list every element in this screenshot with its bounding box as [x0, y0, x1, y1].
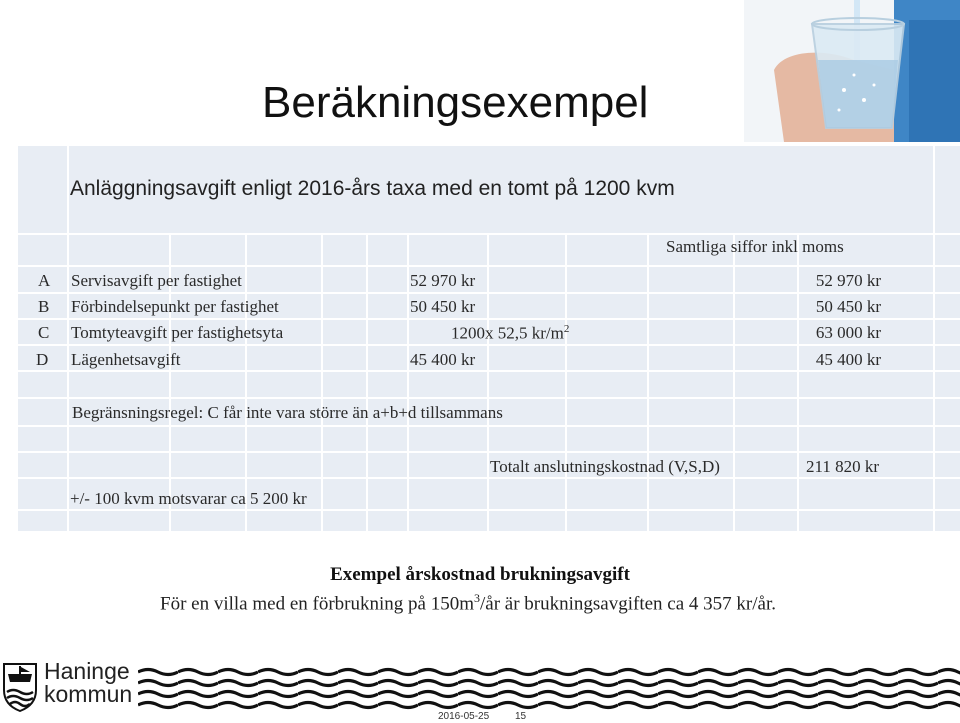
row-label: Tomtyteavgift per fastighetsyta: [71, 323, 284, 342]
limit-rule: Begränsningsregel: C får inte vara större än a+b+d tillsammans: [72, 403, 503, 422]
row-total: 63 000 kr: [815, 323, 881, 342]
municipality-crest-icon: [2, 660, 38, 712]
wave-decoration: [138, 666, 960, 710]
area-adjustment-note: +/- 100 kvm motsvarar ca 5 200 kr: [70, 489, 307, 508]
usage-heading: Exempel årskostnad brukningsavgift: [330, 564, 630, 585]
row-letter: B: [38, 297, 50, 316]
municipality-name: Haninge kommun: [44, 658, 133, 707]
footer-date: 2016-05-25: [438, 711, 490, 722]
row-letter: C: [38, 323, 50, 342]
usage-text: För en villa med en förbrukning på $150m^3/år$ är brukningsavgiften ca 4 357 kr/år.: [160, 591, 776, 615]
table-subtitle: Anläggningsavgift enligt 2016-års taxa med en tomt på 1200 kvm: [70, 177, 675, 200]
total-value: 211 820 kr: [806, 457, 880, 476]
row-label: Förbindelsepunkt per fastighet: [71, 297, 279, 316]
page-number: 15: [515, 711, 527, 722]
row-calc: 50 450 kr: [410, 297, 476, 316]
row-total: 52 970 kr: [815, 271, 881, 290]
vat-note: Samtliga siffor inkl moms: [666, 237, 844, 256]
row-calc: 45 400 kr: [410, 350, 476, 369]
slide-title: Beräkningsexempel: [262, 78, 649, 127]
row-label: Lägenhetsavgift: [71, 350, 181, 369]
row-calc: 52 970 kr: [410, 271, 476, 290]
row-total: 45 400 kr: [815, 350, 881, 369]
row-letter: A: [38, 271, 51, 290]
total-label: Totalt anslutningskostnad (V,S,D): [490, 457, 720, 476]
row-label: Servisavgift per fastighet: [71, 271, 242, 290]
row-calc: 1200x 52,5 $kr/m^2$: [451, 323, 570, 343]
water-glass-photo: [744, 0, 960, 142]
row-letter: D: [36, 350, 49, 369]
row-total: 50 450 kr: [815, 297, 881, 316]
